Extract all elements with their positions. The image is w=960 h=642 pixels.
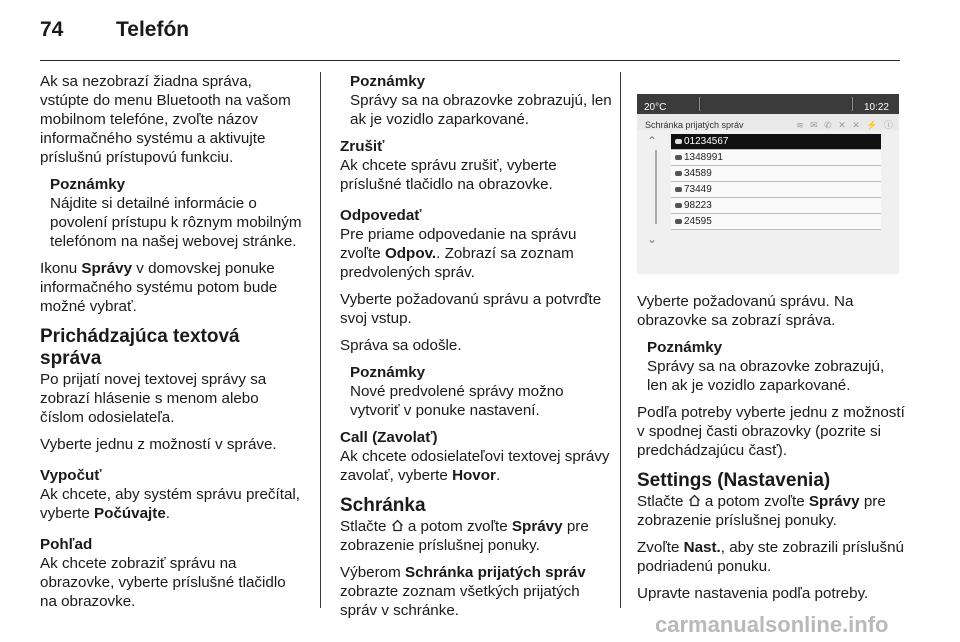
screen-clock: 10:22 xyxy=(863,102,889,113)
note xyxy=(350,363,612,420)
list-item: 1348991 xyxy=(671,150,881,166)
list-item: 98223 xyxy=(671,198,881,214)
paragraph: Výberom Schránka prijatých správ zobrazte zoznam všetkých prijatých správ v schránke. xyxy=(340,564,586,619)
paragraph: Ikonu Správy v domovskej ponuke informačného systému potom bude možné vybrať. xyxy=(40,260,278,315)
label-call: Call (Zavolať) xyxy=(340,429,438,446)
list-item: 73449 xyxy=(671,182,881,198)
envelope-icon xyxy=(675,219,682,224)
home-icon xyxy=(688,494,701,507)
note-title: Poznámky xyxy=(350,364,426,381)
screen-scrollbar xyxy=(655,150,657,224)
paragraph: Stlačte a potom zvoľte Správy pre zobrazenie príslušnej ponuky. xyxy=(340,518,589,554)
column-3 xyxy=(637,72,907,611)
note xyxy=(50,175,305,251)
page-header xyxy=(40,18,900,60)
page-number: 74 xyxy=(40,18,64,41)
label-pohlad: Pohľad xyxy=(40,536,93,553)
paragraph: Podľa potreby vyberte jednu z možností v spodnej časti obrazovky (pozrite si predchádzajúcu časť). xyxy=(637,404,905,459)
list-item: 34589 xyxy=(671,166,881,182)
column-2 xyxy=(340,72,612,628)
paragraph: Ak sa nezobrazí žiadna správa, vstúpte do menu Bluetooth na vašom mobilnom telefóne, zvoľte názov informačného systému a aktivujte príslušnú prístupovú funkciu. xyxy=(40,73,291,166)
paragraph: Stlačte a potom zvoľte Správy pre zobrazenie príslušnej ponuky. xyxy=(637,493,886,529)
header-rule xyxy=(40,60,900,61)
heading-settings: Settings (Nastavenia) xyxy=(637,470,831,491)
heading-incoming-message: Prichádzajúca textová správa xyxy=(40,326,240,369)
paragraph: Zvoľte Nast., aby ste zobrazili príslušnú podriadenú ponuku. xyxy=(637,539,904,575)
home-icon xyxy=(391,519,404,532)
label-zrusit: Zrušiť xyxy=(340,138,385,155)
column-1 xyxy=(40,72,305,619)
label-odpovedat: Odpovedať xyxy=(340,207,422,224)
envelope-icon xyxy=(675,203,682,208)
note-title: Poznámky xyxy=(50,176,126,193)
note-text: Nájdite si detailné informácie o povolení prístupu k rôznym mobilným telefónom na našej webovej stránke. xyxy=(50,195,302,250)
screen-body xyxy=(637,130,899,274)
column-divider-2 xyxy=(620,72,621,608)
paragraph: Upravte nastavenia podľa potreby. xyxy=(637,585,869,602)
screen-title-row xyxy=(637,114,899,130)
note-title: Poznámky xyxy=(647,339,723,356)
inbox-screen-image xyxy=(637,94,899,274)
paragraph: Ak chcete správu zrušiť, vyberte príslušné tlačidlo na obrazovke. xyxy=(340,157,557,193)
note-text: Správy sa na obrazovke zobrazujú, len ak je vozidlo zaparkované. xyxy=(350,92,612,128)
screen-status-icons: ≋ ✉ ✆ ✕ ✕ ⚡ ⓘ xyxy=(796,120,895,130)
watermark: carmanualsonline.info xyxy=(655,612,889,637)
label-vypocut: Vypočuť xyxy=(40,467,102,484)
list-item: 24595 xyxy=(671,214,881,230)
paragraph: Správa sa odošle. xyxy=(340,337,462,354)
heading-schranka: Schránka xyxy=(340,495,426,516)
note-text: Správy sa na obrazovke zobrazujú, len ak je vozidlo zaparkované. xyxy=(647,358,885,394)
paragraph: Ak chcete, aby systém správu prečítal, vyberte Počúvajte. xyxy=(40,486,300,522)
note-title: Poznámky xyxy=(350,73,426,90)
screen-status-bar xyxy=(637,94,899,114)
paragraph: Po prijatí novej textovej správy sa zobrazí hlásenie s menom alebo číslom odosielateľa. xyxy=(40,371,267,426)
envelope-icon xyxy=(675,171,682,176)
column-divider-1 xyxy=(320,72,321,608)
screen-temperature: 20°C xyxy=(644,102,667,113)
screen-title: Schránka prijatých správ xyxy=(645,120,744,130)
paragraph: Pre priame odpovedanie na správu zvoľte Odpov.. Zobrazí sa zoznam predvolených správ. xyxy=(340,226,577,281)
envelope-icon xyxy=(675,187,682,192)
paragraph: Ak chcete zobraziť správu na obrazovke, vyberte príslušné tlačidlo na obrazovke. xyxy=(40,555,286,610)
chevron-down-icon: ⌄ xyxy=(647,232,658,246)
paragraph: Ak chcete odosielateľovi textovej správy zavolať, vyberte Hovor. xyxy=(340,448,610,484)
chevron-up-icon: ⌃ xyxy=(647,134,658,148)
message-list xyxy=(671,134,881,230)
paragraph: Vyberte jednu z možností v správe. xyxy=(40,436,277,453)
list-item: 01234567 xyxy=(671,134,881,150)
envelope-icon xyxy=(675,155,682,160)
paragraph: Vyberte požadovanú správu. Na obrazovke sa zobrazí správa. xyxy=(637,293,854,329)
envelope-icon xyxy=(675,139,682,144)
note xyxy=(350,72,612,129)
note-text: Nové predvolené správy možno vytvoriť v ponuke nastavení. xyxy=(350,383,564,419)
paragraph: Vyberte požadovanú správu a potvrďte svoj vstup. xyxy=(340,291,602,327)
note xyxy=(647,338,907,395)
section-title: Telefón xyxy=(116,18,190,41)
